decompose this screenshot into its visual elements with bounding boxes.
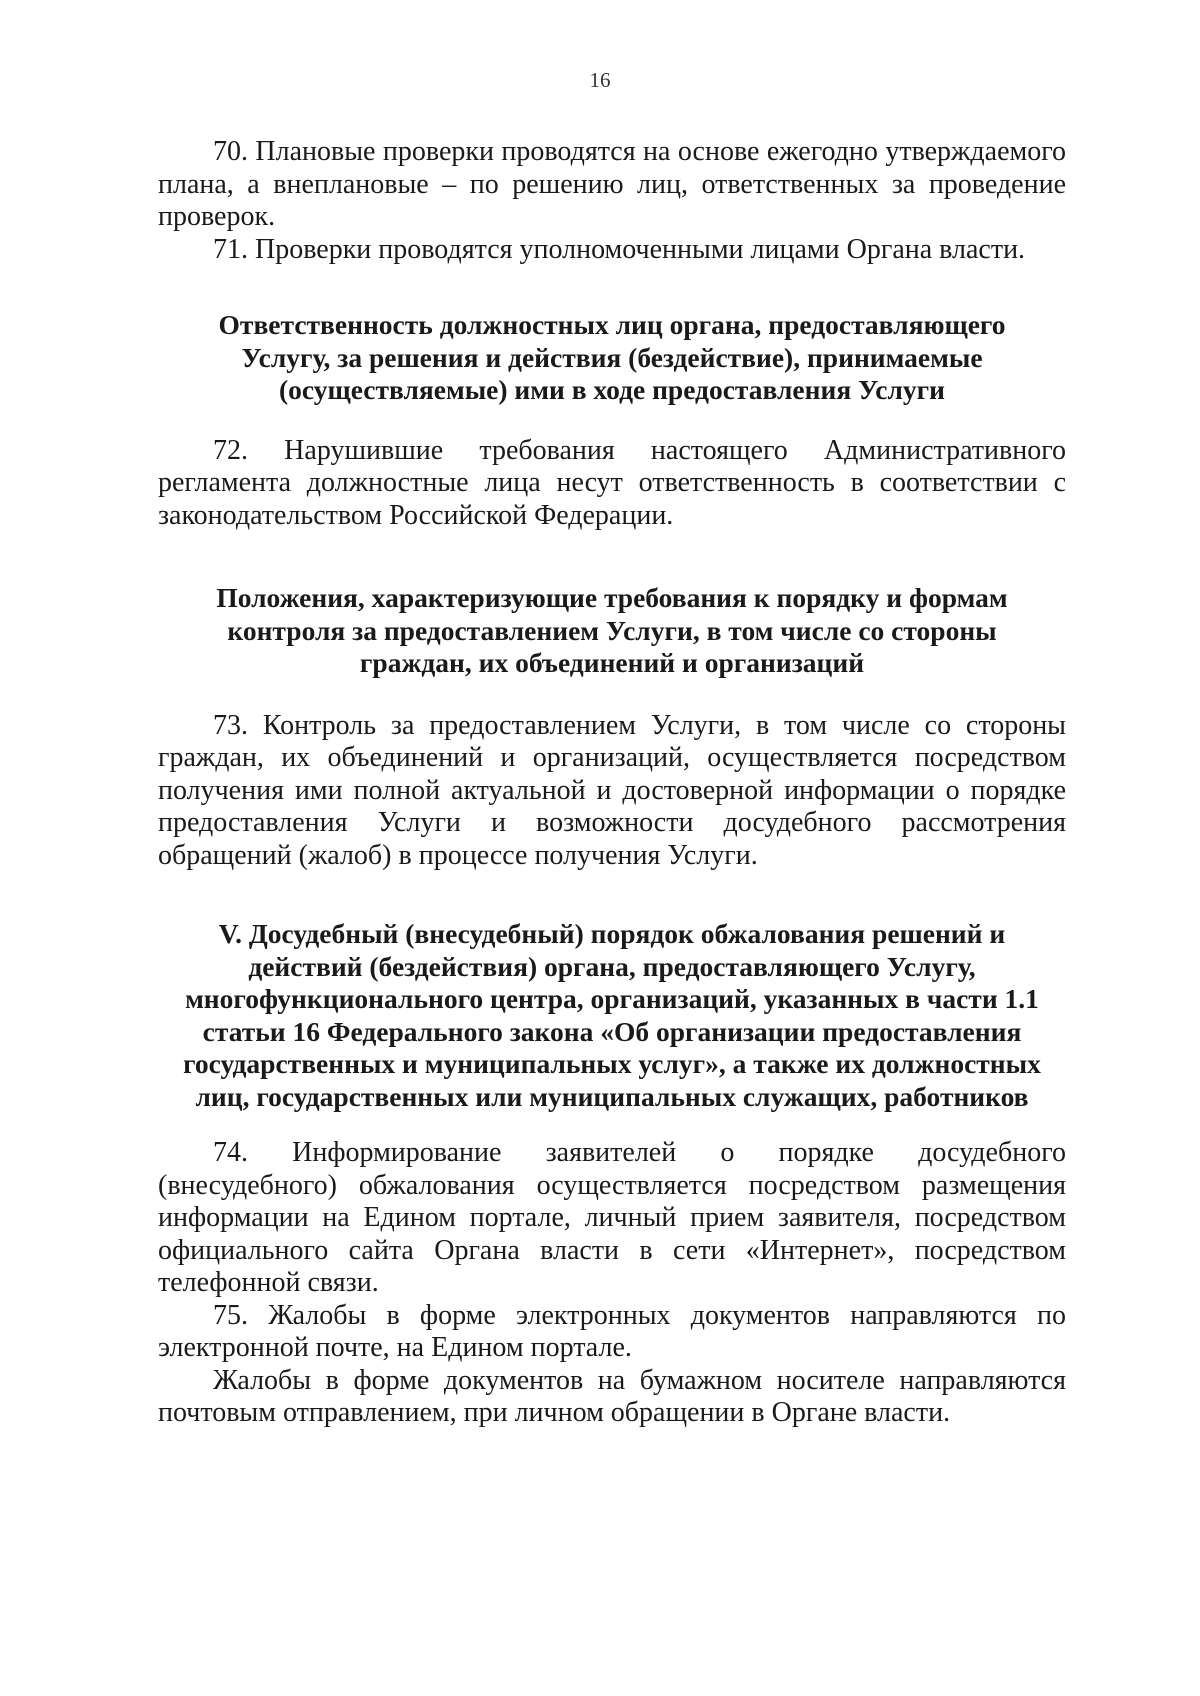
paragraph-76: Жалобы в форме документов на бумажном носителе направляются почтовым отправлением, при личном обращении в Органе власти. [158,1364,1066,1428]
paragraph-70: 70. Плановые проверки проводятся на основе ежегодно утверждаемого плана, а внеплановые – по решению лиц, ответственных за проведение проверок. [158,136,1066,232]
heading-line: действий (бездействия) органа, предоставляющего Услугу, [248,950,976,982]
paragraph-73: 73. Контроль за предоставлением Услуги, в том числе со стороны граждан, их объединений и организаций, осуществляется посредством получения ими полной актуальной и достоверной информации о порядке предоставления Услуги и возможности досудебного рассмотрения обращений (жалоб) в процессе получения Услуги. [158,709,1066,871]
heading-line: Услугу, за решения и действия (бездействие), принимаемые [241,341,983,373]
page-number: 16 [589,68,611,92]
paragraph-71: 71. Проверки проводятся уполномоченными лицами Органа власти. [213,233,1026,265]
paragraph-74: 74. Информирование заявителей о порядке досудебного (внесудебного) обжалования осуществляется посредством размещения информации на Едином портале, личный прием заявителя, посредством официального сайта Органа власти в сети «Интернет», посредством телефонной связи. [158,1137,1066,1298]
heading-line: V. Досудебный (внесудебный) порядок обжалования решений и [218,918,1006,949]
heading-line: Ответственность должностных лиц органа, предоставляющего [218,309,1006,340]
paragraph-72: 72. Нарушившие требования настоящего Административного регламента должностные лица несут ответственность в соответствии с законодательством Российской Федерации. [158,434,1066,531]
heading-line: Положения, характеризующие требования к порядку и формам [216,582,1008,613]
heading-line: статьи 16 Федерального закона «Об организации предоставления [202,1015,1022,1047]
document-body [158,136,1066,1430]
heading-line: многофункционального центра, организаций, указанных в части 1.1 [185,983,1039,1014]
paragraph-75: 75. Жалобы в форме электронных документов направляются по электронной почте, на Едином портале. [158,1299,1066,1363]
section-heading-control [158,582,1066,680]
heading-line: лиц, государственных или муниципальных служащих, работников [195,1080,1029,1112]
heading-line: контроля за предоставлением Услуги, в том числе со стороны [227,614,997,646]
heading-line: граждан, их объединений и организаций [359,647,865,678]
section-heading-appeal [158,918,1066,1113]
heading-line: (осуществляемые) ими в ходе предоставления Услуги [278,374,946,405]
heading-line: государственных и муниципальных услуг», а также их должностных [183,1048,1041,1079]
section-heading-responsibility [158,309,1066,407]
